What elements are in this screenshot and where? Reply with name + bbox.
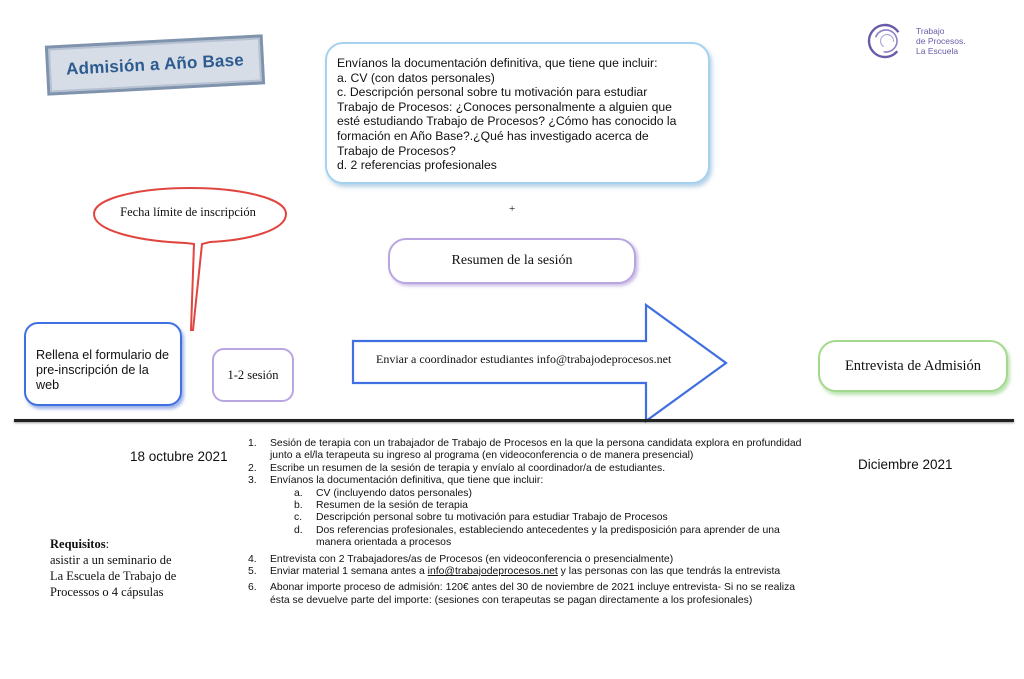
requirements-title: Requisitos <box>50 537 106 551</box>
list-item <box>248 475 808 487</box>
interview-box <box>818 340 1008 392</box>
sessions-label: 1-2 sesión <box>227 367 279 382</box>
doc-line: Envíanos la documentación definitiva, que tiene que incluir: <box>337 56 658 70</box>
requirements <box>50 536 180 600</box>
step-text: Escribe un resumen de la sesión de terapia y envíalo al coordinador/a de estudiantes. <box>270 462 666 474</box>
plus-sign: + <box>509 203 516 215</box>
step-text: Sesión de terapia con un trabajador de Trabajo de Procesos en la que la persona candidata explora en profundidad junto a el/la terapeuta su ingreso al programa (en videoconferencia o de manera presencial) <box>270 438 802 462</box>
list-item <box>248 582 808 607</box>
school-logo <box>866 22 986 66</box>
substep-letter: b. <box>294 500 303 512</box>
doc-line: formación en Año Base?.¿Qué has investigado acerca de <box>337 128 649 143</box>
step-text-pre: Enviar material 1 semana antes a <box>270 566 428 578</box>
step-text: Envíanos la documentación definitiva, que tiene que incluir: <box>270 475 544 487</box>
list-item <box>248 554 808 566</box>
email-link[interactable]: info@trabajodeprocesos.net <box>427 566 558 578</box>
sessions-box <box>212 348 294 402</box>
step-number: 6. <box>248 582 257 594</box>
substep-letter: c. <box>294 512 303 524</box>
send-arrow-label: Enviar a coordinador estudiantes info@trabajodeprocesos.net <box>376 352 672 366</box>
substep-letter: a. <box>294 487 303 499</box>
requirements-text: asistir a un seminario de La Escuela de Trabajo de Processos o 4 cápsulas <box>50 553 177 599</box>
substep-text: CV (incluyendo datos personales) <box>316 487 472 499</box>
substep-text: Descripción personal sobre tu motivación para estudiar Trabajo de Procesos <box>316 512 668 524</box>
substep-text: Resumen de la sesión de terapia <box>316 500 468 512</box>
substep-letter: d. <box>294 524 303 536</box>
steps-list <box>248 438 808 607</box>
timeline-line <box>14 419 1014 422</box>
step-text: Abonar importe proceso de admisión: 120€ antes del 30 de noviembre de 2021 incluye entrevista- Si no se realiza ésta se devuelve parte del importe: (sesiones con terapeutas se pagan directamente a los profesionales) <box>270 582 796 606</box>
documentation-box <box>325 42 710 184</box>
preregistration-box <box>24 322 182 406</box>
list-item <box>248 463 808 475</box>
list-subitem <box>248 500 808 512</box>
step-number: 2. <box>248 462 257 474</box>
doc-line: c. Descripción personal sobre tu motivación para estudiar <box>337 85 648 100</box>
end-date: Diciembre 2021 <box>858 457 953 472</box>
doc-line: Trabajo de Procesos: ¿Conoces personalmente a alguien que <box>337 99 672 114</box>
doc-line: a. CV (con datos personales) <box>337 70 495 85</box>
logo-text <box>916 26 966 56</box>
logo-ring-icon <box>866 22 904 60</box>
preregistration-label: Rellena el formulario de pre-inscripción de la web <box>36 348 170 392</box>
step-number: 4. <box>248 553 257 565</box>
session-summary-box <box>388 238 636 284</box>
step-text-post: y las personas con las que tendrás la entrevista <box>557 566 781 578</box>
doc-line: d. 2 referencias profesionales <box>337 158 497 173</box>
logo-line: de Procesos. <box>916 36 966 46</box>
step-text: Entrevista con 2 Trabajadores/as de Procesos (en videoconferencia o presencialmente) <box>270 553 674 565</box>
list-subitem <box>248 512 808 524</box>
list-subitem <box>248 525 808 550</box>
doc-line: Trabajo de Procesos? <box>337 143 456 158</box>
substep-text: Dos referencias profesionales, estableciendo antecedentes y la predisposición para aprender de una manera orientada a procesos <box>316 524 780 549</box>
interview-label: Entrevista de Admisión <box>844 357 982 374</box>
title-stamp-text: Admisión a Año Base <box>65 50 245 79</box>
deadline-label: Fecha límite de inscripción <box>120 205 256 219</box>
step-number: 5. <box>248 566 257 578</box>
list-subitem <box>248 488 808 500</box>
step-number: 1. <box>248 438 257 449</box>
doc-line: esté estudiando Trabajo de Procesos? ¿Cómo has conocido la <box>337 114 677 129</box>
step-number: 3. <box>248 475 257 487</box>
start-date: 18 octubre 2021 <box>130 449 228 464</box>
list-item <box>248 438 808 463</box>
logo-line: La Escuela <box>916 46 959 56</box>
session-summary-label: Resumen de la sesión <box>451 253 573 268</box>
logo-line: Trabajo <box>916 26 945 36</box>
title-stamp <box>45 34 265 95</box>
list-item <box>248 566 808 578</box>
requirements-colon: : <box>105 537 110 551</box>
